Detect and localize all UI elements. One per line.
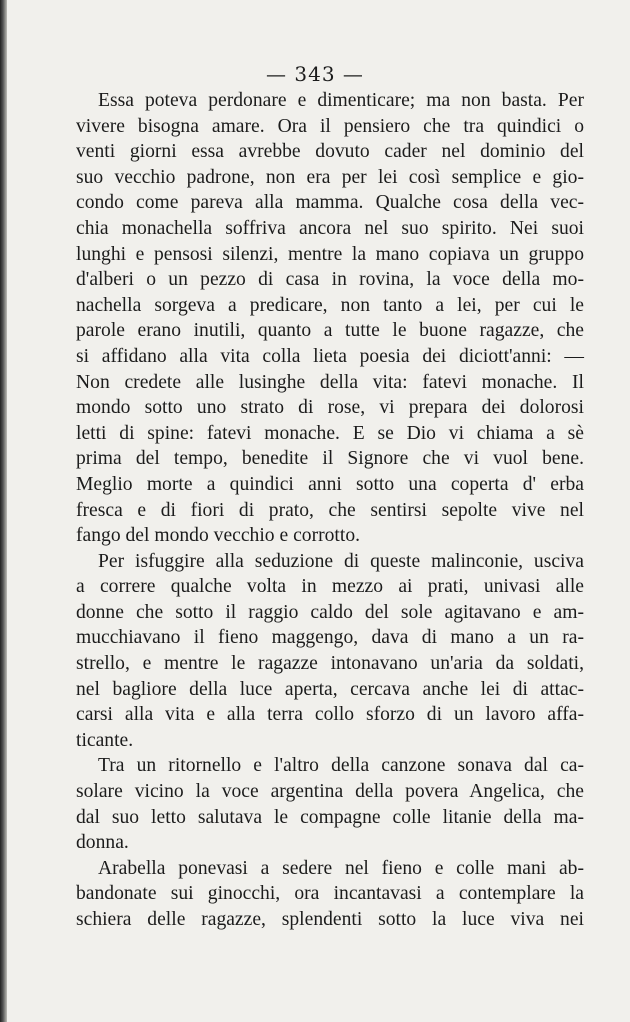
text-line: condo come pareva alla mamma. Qualche cosa della vec- (76, 192, 584, 214)
text-line: mondo sotto uno strato di rose, vi prepara dei dolorosi (76, 397, 584, 419)
text-line: nel bagliore della luce aperta, cercava anche lei di attac- (76, 678, 584, 700)
text-line: dal suo letto salutava le compagne colle litanie della ma- (76, 806, 584, 828)
text-line: suo vecchio padrone, non era per lei così semplice e gio- (76, 166, 584, 188)
text-line: Tra un ritornello e l'altro della canzone sonava dal ca- (98, 755, 584, 777)
text-line: letti di spine: fatevi monache. E se Dio vi chiama a sè (76, 422, 584, 444)
text-line: vivere bisogna amare. Ora il pensiero che tra quindici o (76, 115, 584, 137)
text-line: prima del tempo, benedite il Signore che vi vuol bene. (76, 448, 584, 470)
body-text (76, 88, 584, 933)
text-line: a correre qualche volta in mezzo ai prati, univasi alle (76, 576, 584, 598)
text-line: fango del mondo vecchio e corrotto. (76, 525, 361, 547)
text-line: fresca e di fiori di prato, che sentirsi sepolte vive nel (76, 499, 584, 521)
text-line: solare vicino la voce argentina della povera Angelica, che (76, 781, 584, 803)
text-line: Essa poteva perdonare e dimenticare; ma non basta. Per (98, 90, 584, 111)
text-line: Meglio morte a quindici anni sotto una coperta d' erba (76, 473, 584, 495)
text-line: venti giorni essa avrebbe dovuto cader nel dominio del (76, 141, 584, 163)
text-line: schiera delle ragazze, splendenti sotto la luce viva nei (76, 909, 584, 930)
text-line: strello, e mentre le ragazze intonavano un'aria da soldati, (76, 653, 584, 675)
text-line: d'alberi o un pezzo di casa in rovina, la voce della mo- (76, 269, 584, 291)
text-line: ticante. (76, 729, 134, 751)
text-line: bandonate sui ginocchi, ora incantavasi a contemplare la (76, 883, 584, 905)
text-line: mucchiavano il fieno maggengo, dava di mano a un ra- (76, 627, 584, 649)
text-line: carsi alla vita e alla terra collo sforzo di un lavoro affa- (76, 704, 584, 726)
text-line: nachella sorgeva a predicare, non tanto a lei, per cui le (76, 294, 584, 316)
page-spine-shadow (0, 0, 7, 1022)
text-line: donna. (76, 832, 129, 854)
text-line: chia monachella soffriva ancora nel suo spirito. Nei suoi (76, 217, 584, 239)
page-number: — 343 — (266, 62, 364, 86)
text-line: si affidano alla vita colla lieta poesia dei diciott'anni: — (76, 345, 584, 367)
text-line: parole erano inutili, quanto a tutte le buone ragazze, che (76, 320, 584, 342)
text-line: donne che sotto il raggio caldo del sole agitavano e am- (76, 601, 584, 623)
text-line: Arabella ponevasi a sedere nel fieno e colle mani ab- (98, 857, 584, 879)
text-line: lunghi e pensosi silenzi, mentre la mano copiava un gruppo (76, 243, 584, 265)
text-line: Per isfuggire alla seduzione di queste malinconie, usciva (98, 550, 584, 572)
text-line: Non credete alle lusinghe della vita: fatevi monache. Il (76, 371, 584, 393)
